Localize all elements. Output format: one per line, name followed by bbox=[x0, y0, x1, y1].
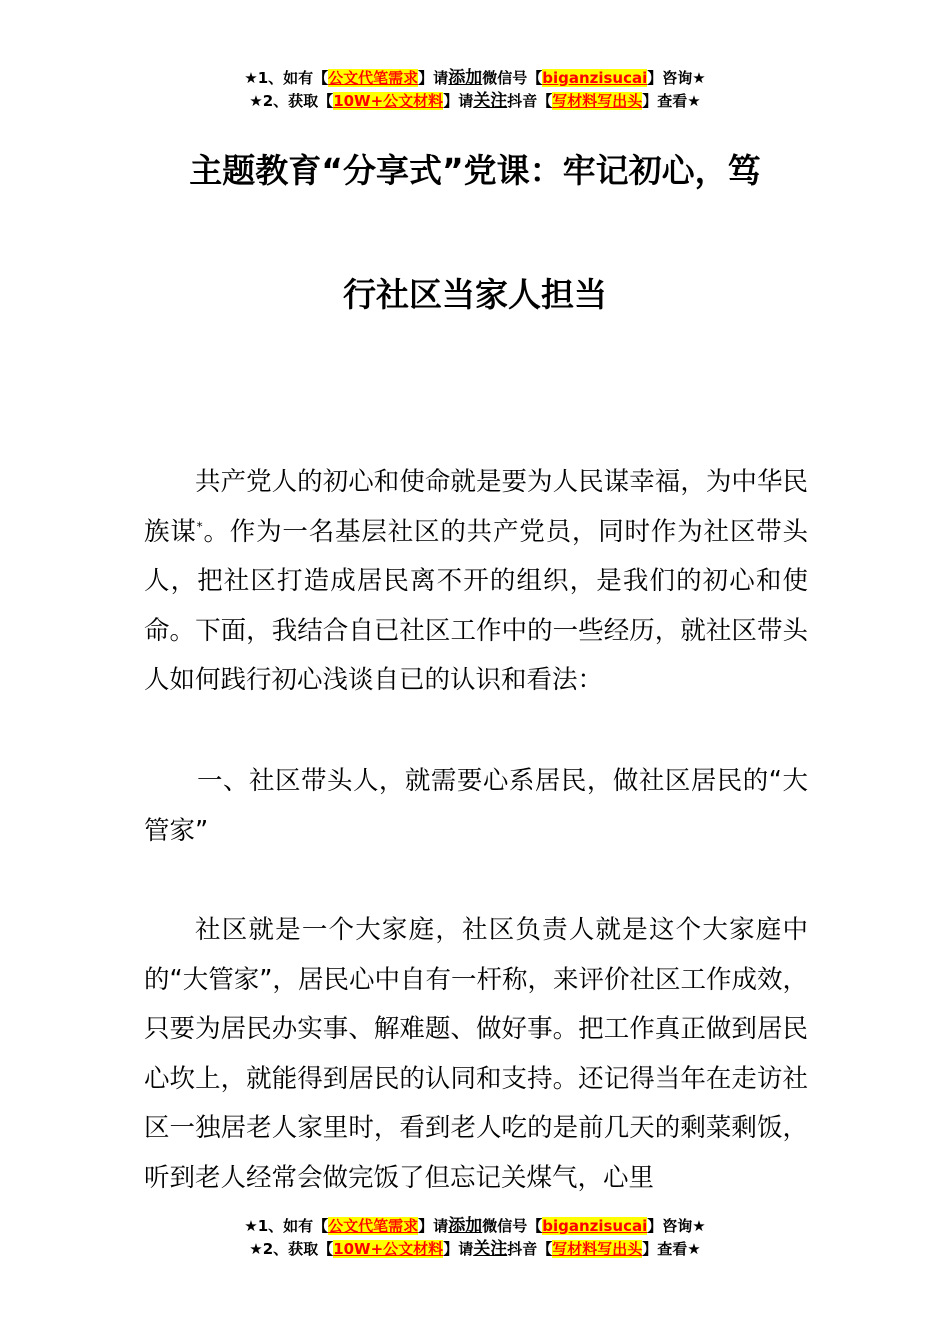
document-title-line-2: 行社区当家人担当 bbox=[343, 275, 607, 314]
promo-text: 】请 bbox=[418, 69, 449, 87]
section-heading-1: 一、社区带头人，就需要心系居民，做社区居民的“大管家” bbox=[144, 766, 808, 846]
promo-text: ★1、如有【 bbox=[244, 69, 329, 87]
promo-text: 】请 bbox=[443, 92, 474, 110]
promo-line-2 bbox=[0, 1239, 950, 1262]
promo-highlight: 10W+公文材料 bbox=[333, 92, 444, 110]
promo-text: ★2、获取【 bbox=[249, 92, 334, 110]
promo-text: 微信号【 bbox=[482, 69, 543, 87]
promo-text: 】查看★ bbox=[642, 1240, 701, 1258]
promo-text: 】咨询★ bbox=[647, 69, 706, 87]
promo-text: 】咨询★ bbox=[647, 1217, 706, 1235]
body-paragraph: 社区就是一个大家庭，社区负责人就是这个大家庭中的“大管家”，居民心中自有一杆称，来评价社区工作成效，只要为居民办实事、解难题、做好事。把工作真正做到居民心坎上，就能得到居民的认同和支持。还记得当年在走访社区一独居老人家里时，看到老人吃的是前几天的剩菜剩饭，听到老人经常会做完饭了但忘记关煤气，心里 bbox=[144, 915, 808, 1193]
promo-text: 】查看★ bbox=[642, 92, 701, 110]
promo-line-1 bbox=[0, 1216, 950, 1239]
promo-text: ★2、获取【 bbox=[249, 1240, 334, 1258]
document-title-line-1: 主题教育“分享式”党课：牢记初心，笃 bbox=[189, 151, 761, 190]
paragraph-text: 。作为一名基层社区的共产党员，同时作为社区带头人，把社区打造成居民离不开的组织，是我们的初心和使命。下面，我结合自已社区工作中的一些经历，就社区带头人如何践行初心浅谈自已的认识和看法： bbox=[144, 516, 808, 696]
promo-highlight: biganzisucai bbox=[542, 1217, 648, 1235]
promo-text: 微信号【 bbox=[482, 1217, 543, 1235]
promo-text: 】请 bbox=[418, 1217, 449, 1235]
intro-paragraph bbox=[144, 458, 808, 706]
promo-highlight: 10W+公文材料 bbox=[333, 1240, 444, 1258]
promo-banner-top bbox=[0, 68, 950, 114]
promo-text: 】请 bbox=[443, 1240, 474, 1258]
promo-emphasis: 关注 bbox=[473, 1239, 508, 1259]
promo-text: 抖音【 bbox=[507, 92, 553, 110]
footnote-mark: * bbox=[196, 519, 203, 534]
promo-text: 抖音【 bbox=[507, 1240, 553, 1258]
promo-line-2 bbox=[0, 91, 950, 114]
paragraph-text: 共产党人的初心和使命就是要为人民谋幸福，为中华民族谋 bbox=[144, 467, 808, 547]
promo-highlight: 写材料写出头 bbox=[552, 1240, 643, 1258]
promo-line-1 bbox=[0, 68, 950, 91]
promo-highlight: 公文代笔需求 bbox=[328, 1217, 419, 1235]
promo-highlight: 公文代笔需求 bbox=[328, 69, 419, 87]
promo-highlight: biganzisucai bbox=[542, 69, 648, 87]
promo-emphasis: 关注 bbox=[473, 91, 508, 111]
promo-text: ★1、如有【 bbox=[244, 1217, 329, 1235]
promo-emphasis: 添加 bbox=[448, 68, 483, 88]
promo-highlight: 写材料写出头 bbox=[552, 92, 643, 110]
promo-emphasis: 添加 bbox=[448, 1216, 483, 1236]
promo-banner-bottom bbox=[0, 1216, 950, 1262]
